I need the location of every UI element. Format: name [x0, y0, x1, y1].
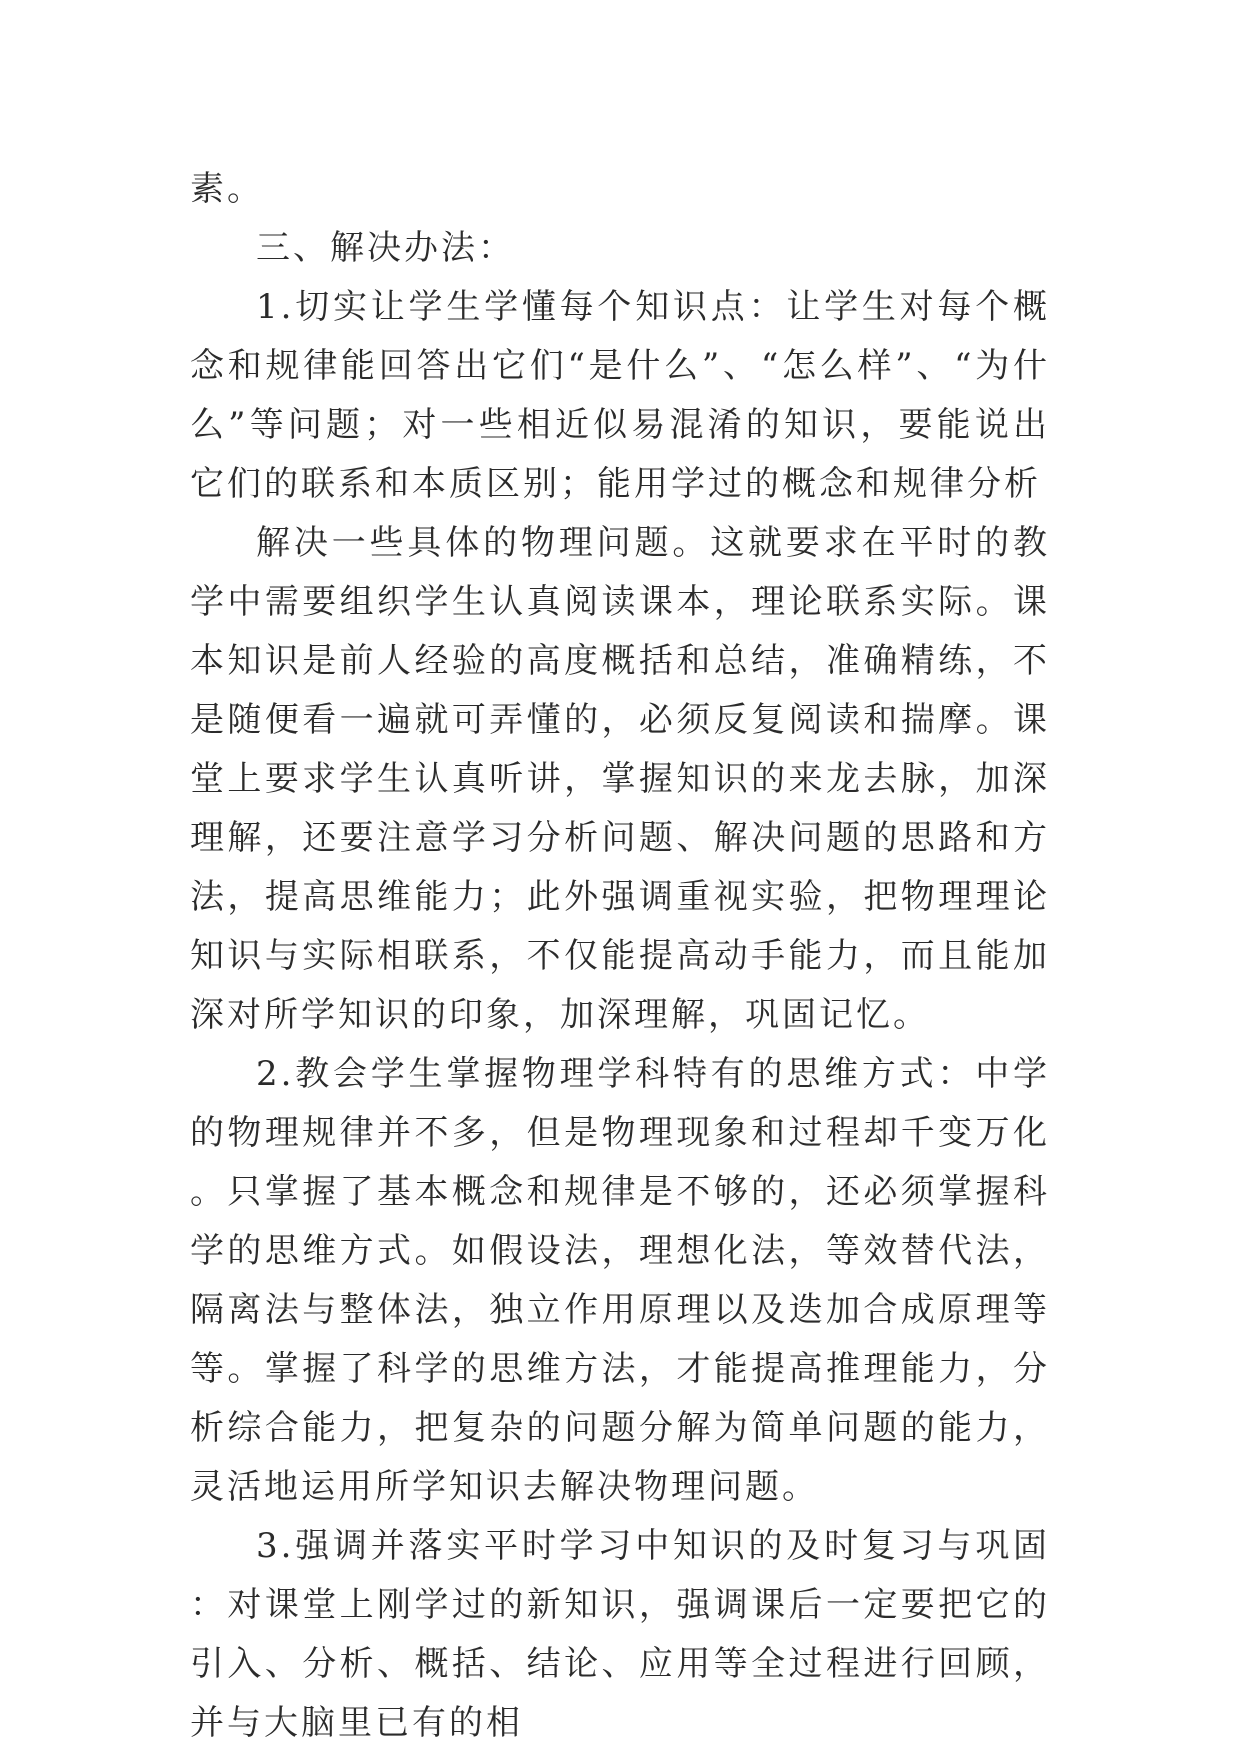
section-heading-solutions: 三、解决办法：	[256, 228, 515, 268]
paragraph-item-1: 1.切实让学生学懂每个知识点：让学生对每个概念和规律能回答出它们“是什么”、“怎么样”、“为什么”等问题；对一些相近似易混淆的知识，要能说出它们的联系和本质区别；能用学过的概念和规律分析	[190, 287, 1050, 504]
paragraph-item-1-continued: 解决一些具体的物理问题。这就要求在平时的教学中需要组织学生认真阅读课本，理论联系实际。课本知识是前人经验的高度概括和总结，准确精练，不是随便看一遍就可弄懂的，必须反复阅读和揣摩。课堂上要求学生认真听讲，掌握知识的来龙去脉，加深理解，还要注意学习分析问题、解决问题的思路和方法，提高思维能力；此外强调重视实验，把物理理论知识与实际相联系，不仅能提高动手能力，而且能加深对所学知识的印象，加深理解，巩固记忆。	[190, 523, 1050, 1035]
document-body	[190, 160, 1050, 1753]
paragraph-item-2: 2.教会学生掌握物理学科特有的思维方式：中学的物理规律并不多，但是物理现象和过程却千变万化。只掌握了基本概念和规律是不够的，还必须掌握科学的思维方式。如假设法，理想化法，等效替代法，隔离法与整体法，独立作用原理以及迭加合成原理等等。掌握了科学的思维方法，才能提高推理能力，分析综合能力，把复杂的问题分解为简单问题的能力，灵活地运用所学知识去解决物理问题。	[190, 1054, 1050, 1507]
paragraph-item-3: 3.强调并落实平时学习中知识的及时复习与巩固：对课堂上刚学过的新知识，强调课后一定要把它的引入、分析、概括、结论、应用等全过程进行回顾，并与大脑里已有的相	[190, 1526, 1050, 1743]
paragraph-continuation: 素。	[190, 169, 264, 209]
